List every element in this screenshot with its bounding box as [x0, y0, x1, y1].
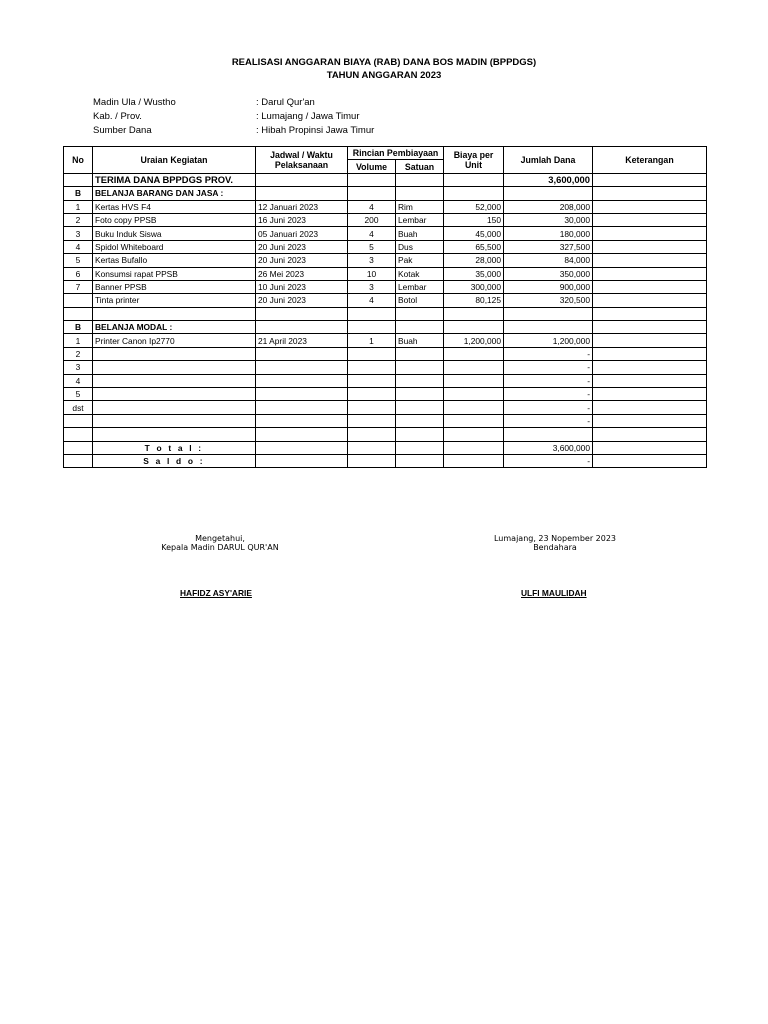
cell-jumlah: - — [504, 361, 593, 374]
total-jumlah: 3,600,000 — [504, 441, 593, 454]
cell-keterangan — [593, 200, 707, 213]
header-volume: Volume — [348, 160, 396, 173]
cell-uraian — [93, 428, 256, 441]
info-value-kabupaten: : Lumajang / Jawa Timur — [256, 111, 360, 122]
table-row — [64, 200, 707, 213]
cell-satuan: Kotak — [396, 267, 444, 280]
terima-dana-label: TERIMA DANA BPPDGS PROV. — [93, 173, 256, 186]
cell-jumlah — [504, 428, 593, 441]
cell-jadwal: 10 Juni 2023 — [256, 280, 348, 293]
signature-left-heading — [130, 534, 310, 552]
document-title-line1: REALISASI ANGGARAN BIAYA (RAB) DANA BOS MADIN (BPPDGS) — [231, 57, 537, 68]
cell-satuan — [396, 361, 444, 374]
cell-satuan: Rim — [396, 200, 444, 213]
table-row — [64, 401, 707, 414]
cell-jadwal: 20 Juni 2023 — [256, 254, 348, 267]
cell-uraian — [93, 414, 256, 427]
cell-volume: 3 — [348, 280, 396, 293]
cell-jadwal: 21 April 2023 — [256, 334, 348, 347]
cell-keterangan — [593, 334, 707, 347]
cell-jadwal — [256, 374, 348, 387]
cell-jadwal: 05 Januari 2023 — [256, 227, 348, 240]
cell-jumlah: 30,000 — [504, 213, 593, 226]
cell-uraian: Printer Canon Ip2770 — [93, 334, 256, 347]
signature-right-name: ULFI MAULIDAH — [521, 588, 587, 598]
cell-jadwal: 16 Juni 2023 — [256, 213, 348, 226]
cell-biaya — [444, 374, 504, 387]
cell-no — [64, 173, 93, 186]
info-label-madin: Madin Ula / Wustho — [93, 97, 176, 108]
cell-keterangan — [593, 388, 707, 401]
cell-empty — [504, 187, 593, 200]
cell-jumlah: - — [504, 388, 593, 401]
cell-keterangan — [593, 401, 707, 414]
cell-no: dst — [64, 401, 93, 414]
cell-keterangan — [593, 428, 707, 441]
cell-jadwal: 20 Juni 2023 — [256, 294, 348, 307]
cell-biaya — [444, 388, 504, 401]
cell-keterangan — [593, 374, 707, 387]
cell-jadwal — [256, 428, 348, 441]
cell-jadwal — [256, 173, 348, 186]
cell-empty — [396, 321, 444, 334]
cell-volume — [348, 173, 396, 186]
cell-uraian — [93, 388, 256, 401]
header-biaya: Biaya per Unit — [444, 147, 504, 174]
cell-keterangan — [593, 267, 707, 280]
table-row — [64, 240, 707, 253]
cell-no: 7 — [64, 280, 93, 293]
signature-right-line1: Lumajang, 23 Nopember 2023 — [493, 534, 617, 543]
info-label-sumber-dana: Sumber Dana — [93, 125, 152, 136]
cell-uraian: Buku Induk Siswa — [93, 227, 256, 240]
table-row — [64, 361, 707, 374]
cell-volume: 4 — [348, 200, 396, 213]
cell-biaya: 52,000 — [444, 200, 504, 213]
cell-biaya — [444, 428, 504, 441]
cell-no — [64, 414, 93, 427]
cell-volume — [348, 307, 396, 320]
header-rincian: Rincian Pembiayaan — [348, 147, 444, 160]
cell-no: 2 — [64, 347, 93, 360]
cell-biaya — [444, 347, 504, 360]
cell-keterangan — [593, 280, 707, 293]
cell-uraian: Banner PPSB — [93, 280, 256, 293]
cell-biaya — [444, 414, 504, 427]
cell-satuan — [396, 173, 444, 186]
cell-volume: 1 — [348, 334, 396, 347]
cell-satuan — [396, 347, 444, 360]
cell-biaya — [444, 307, 504, 320]
signature-left-line1: Mengetahui, — [195, 534, 245, 543]
section-code: B — [64, 321, 93, 334]
cell-empty — [256, 321, 348, 334]
cell-uraian — [93, 401, 256, 414]
table-row — [64, 254, 707, 267]
cell-volume: 4 — [348, 227, 396, 240]
terima-dana-row — [64, 173, 707, 186]
cell-no: 4 — [64, 240, 93, 253]
cell-keterangan — [593, 454, 707, 467]
cell-volume — [348, 428, 396, 441]
cell-uraian — [93, 374, 256, 387]
cell-volume — [348, 414, 396, 427]
header-uraian: Uraian Kegiatan — [93, 147, 256, 174]
cell-keterangan — [593, 294, 707, 307]
section-label: BELANJA MODAL : — [93, 321, 256, 334]
cell-empty — [348, 321, 396, 334]
cell-jumlah: 327,500 — [504, 240, 593, 253]
cell-biaya: 28,000 — [444, 254, 504, 267]
cell-jadwal — [256, 401, 348, 414]
header-satuan: Satuan — [396, 160, 444, 173]
cell-empty — [593, 187, 707, 200]
cell-volume — [348, 388, 396, 401]
cell-volume: 4 — [348, 294, 396, 307]
cell-uraian: Foto copy PPSB — [93, 213, 256, 226]
document-title-line2: TAHUN ANGGARAN 2023 — [326, 70, 442, 81]
info-value-sumber-dana: : Hibah Propinsi Jawa Timur — [256, 125, 375, 136]
cell-satuan: Lembar — [396, 280, 444, 293]
table-row — [64, 294, 707, 307]
header-jumlah: Jumlah Dana — [504, 147, 593, 174]
signature-left-name: HAFIDZ ASY'ARIE — [180, 588, 252, 598]
cell-empty — [396, 441, 444, 454]
cell-biaya: 300,000 — [444, 280, 504, 293]
cell-jumlah: 320,500 — [504, 294, 593, 307]
table-row — [64, 347, 707, 360]
signature-right-line2: Bendahara — [533, 543, 577, 552]
cell-volume — [348, 361, 396, 374]
cell-keterangan — [593, 361, 707, 374]
cell-jadwal — [256, 307, 348, 320]
cell-no: 6 — [64, 267, 93, 280]
signature-right-heading — [470, 534, 640, 552]
cell-keterangan — [593, 414, 707, 427]
cell-empty — [348, 441, 396, 454]
cell-no — [64, 428, 93, 441]
cell-keterangan — [593, 213, 707, 226]
cell-empty — [396, 187, 444, 200]
cell-volume: 5 — [348, 240, 396, 253]
cell-volume: 200 — [348, 213, 396, 226]
cell-jadwal — [256, 388, 348, 401]
cell-empty — [444, 321, 504, 334]
cell-satuan: Buah — [396, 334, 444, 347]
cell-uraian: Tinta printer — [93, 294, 256, 307]
cell-empty — [256, 454, 348, 467]
cell-satuan — [396, 307, 444, 320]
section-row-modal — [64, 321, 707, 334]
cell-jumlah: 900,000 — [504, 280, 593, 293]
rab-table — [63, 146, 707, 468]
section-code: B — [64, 187, 93, 200]
spacer-row — [64, 307, 707, 320]
cell-uraian: Kertas HVS F4 — [93, 200, 256, 213]
cell-jumlah: - — [504, 401, 593, 414]
cell-uraian — [93, 347, 256, 360]
cell-uraian — [93, 361, 256, 374]
cell-biaya — [444, 361, 504, 374]
cell-satuan — [396, 374, 444, 387]
section-row-barang-jasa — [64, 187, 707, 200]
cell-biaya: 150 — [444, 213, 504, 226]
table-row — [64, 388, 707, 401]
cell-jadwal — [256, 347, 348, 360]
cell-empty — [504, 321, 593, 334]
cell-volume — [348, 374, 396, 387]
cell-jadwal — [256, 361, 348, 374]
header-keterangan: Keterangan — [593, 147, 707, 174]
cell-no — [64, 441, 93, 454]
signature-left-line2: Kepala Madin DARUL QUR'AN — [161, 543, 279, 552]
cell-uraian: Spidol Whiteboard — [93, 240, 256, 253]
cell-volume: 10 — [348, 267, 396, 280]
table-row — [64, 374, 707, 387]
cell-no: 2 — [64, 213, 93, 226]
saldo-row — [64, 454, 707, 467]
cell-empty — [444, 441, 504, 454]
section-label: BELANJA BARANG DAN JASA : — [93, 187, 256, 200]
total-row — [64, 441, 707, 454]
cell-jumlah: 84,000 — [504, 254, 593, 267]
cell-biaya: 45,000 — [444, 227, 504, 240]
cell-empty — [256, 187, 348, 200]
cell-no — [64, 454, 93, 467]
cell-jumlah: 1,200,000 — [504, 334, 593, 347]
cell-empty — [348, 187, 396, 200]
table-row — [64, 267, 707, 280]
saldo-jumlah: - — [504, 454, 593, 467]
info-label-kabupaten: Kab. / Prov. — [93, 111, 142, 122]
cell-satuan — [396, 414, 444, 427]
cell-jumlah: 350,000 — [504, 267, 593, 280]
cell-empty — [256, 441, 348, 454]
cell-empty — [444, 454, 504, 467]
cell-keterangan — [593, 441, 707, 454]
cell-jumlah: 180,000 — [504, 227, 593, 240]
cell-biaya: 35,000 — [444, 267, 504, 280]
table-row — [64, 334, 707, 347]
cell-satuan: Lembar — [396, 213, 444, 226]
cell-jumlah: - — [504, 347, 593, 360]
cell-jadwal: 26 Mei 2023 — [256, 267, 348, 280]
cell-jadwal — [256, 414, 348, 427]
spacer-row — [64, 428, 707, 441]
cell-satuan: Botol — [396, 294, 444, 307]
cell-uraian: Kertas Bufallo — [93, 254, 256, 267]
cell-satuan — [396, 428, 444, 441]
cell-no: 4 — [64, 374, 93, 387]
cell-keterangan — [593, 240, 707, 253]
cell-no: 5 — [64, 388, 93, 401]
saldo-label: S a l d o : — [93, 454, 256, 467]
cell-no — [64, 307, 93, 320]
table-row — [64, 213, 707, 226]
cell-biaya: 80,125 — [444, 294, 504, 307]
terima-dana-jumlah: 3,600,000 — [504, 173, 593, 186]
cell-volume — [348, 347, 396, 360]
cell-uraian — [93, 307, 256, 320]
cell-keterangan — [593, 347, 707, 360]
cell-no: 1 — [64, 200, 93, 213]
cell-satuan: Dus — [396, 240, 444, 253]
cell-empty — [593, 321, 707, 334]
cell-keterangan — [593, 307, 707, 320]
cell-no: 5 — [64, 254, 93, 267]
cell-biaya: 65,500 — [444, 240, 504, 253]
cell-satuan: Pak — [396, 254, 444, 267]
cell-empty — [348, 454, 396, 467]
cell-biaya — [444, 173, 504, 186]
cell-jumlah: - — [504, 414, 593, 427]
cell-jadwal: 12 Januari 2023 — [256, 200, 348, 213]
cell-keterangan — [593, 173, 707, 186]
cell-jadwal: 20 Juni 2023 — [256, 240, 348, 253]
table-row — [64, 227, 707, 240]
table-row — [64, 280, 707, 293]
cell-biaya — [444, 401, 504, 414]
cell-jumlah — [504, 307, 593, 320]
cell-uraian: Konsumsi rapat PPSB — [93, 267, 256, 280]
cell-empty — [444, 187, 504, 200]
cell-volume — [348, 401, 396, 414]
table-row — [64, 414, 707, 427]
cell-jumlah: - — [504, 374, 593, 387]
cell-no: 3 — [64, 361, 93, 374]
cell-no — [64, 294, 93, 307]
cell-keterangan — [593, 254, 707, 267]
info-value-madin: : Darul Qur'an — [256, 97, 315, 108]
cell-empty — [396, 454, 444, 467]
header-no: No — [64, 147, 93, 174]
cell-keterangan — [593, 227, 707, 240]
cell-satuan — [396, 388, 444, 401]
cell-volume: 3 — [348, 254, 396, 267]
cell-jumlah: 208,000 — [504, 200, 593, 213]
header-jadwal: Jadwal / Waktu Pelaksanaan — [256, 147, 348, 174]
total-label: T o t a l : — [93, 441, 256, 454]
cell-satuan — [396, 401, 444, 414]
cell-satuan: Buah — [396, 227, 444, 240]
cell-no: 3 — [64, 227, 93, 240]
cell-no: 1 — [64, 334, 93, 347]
cell-biaya: 1,200,000 — [444, 334, 504, 347]
